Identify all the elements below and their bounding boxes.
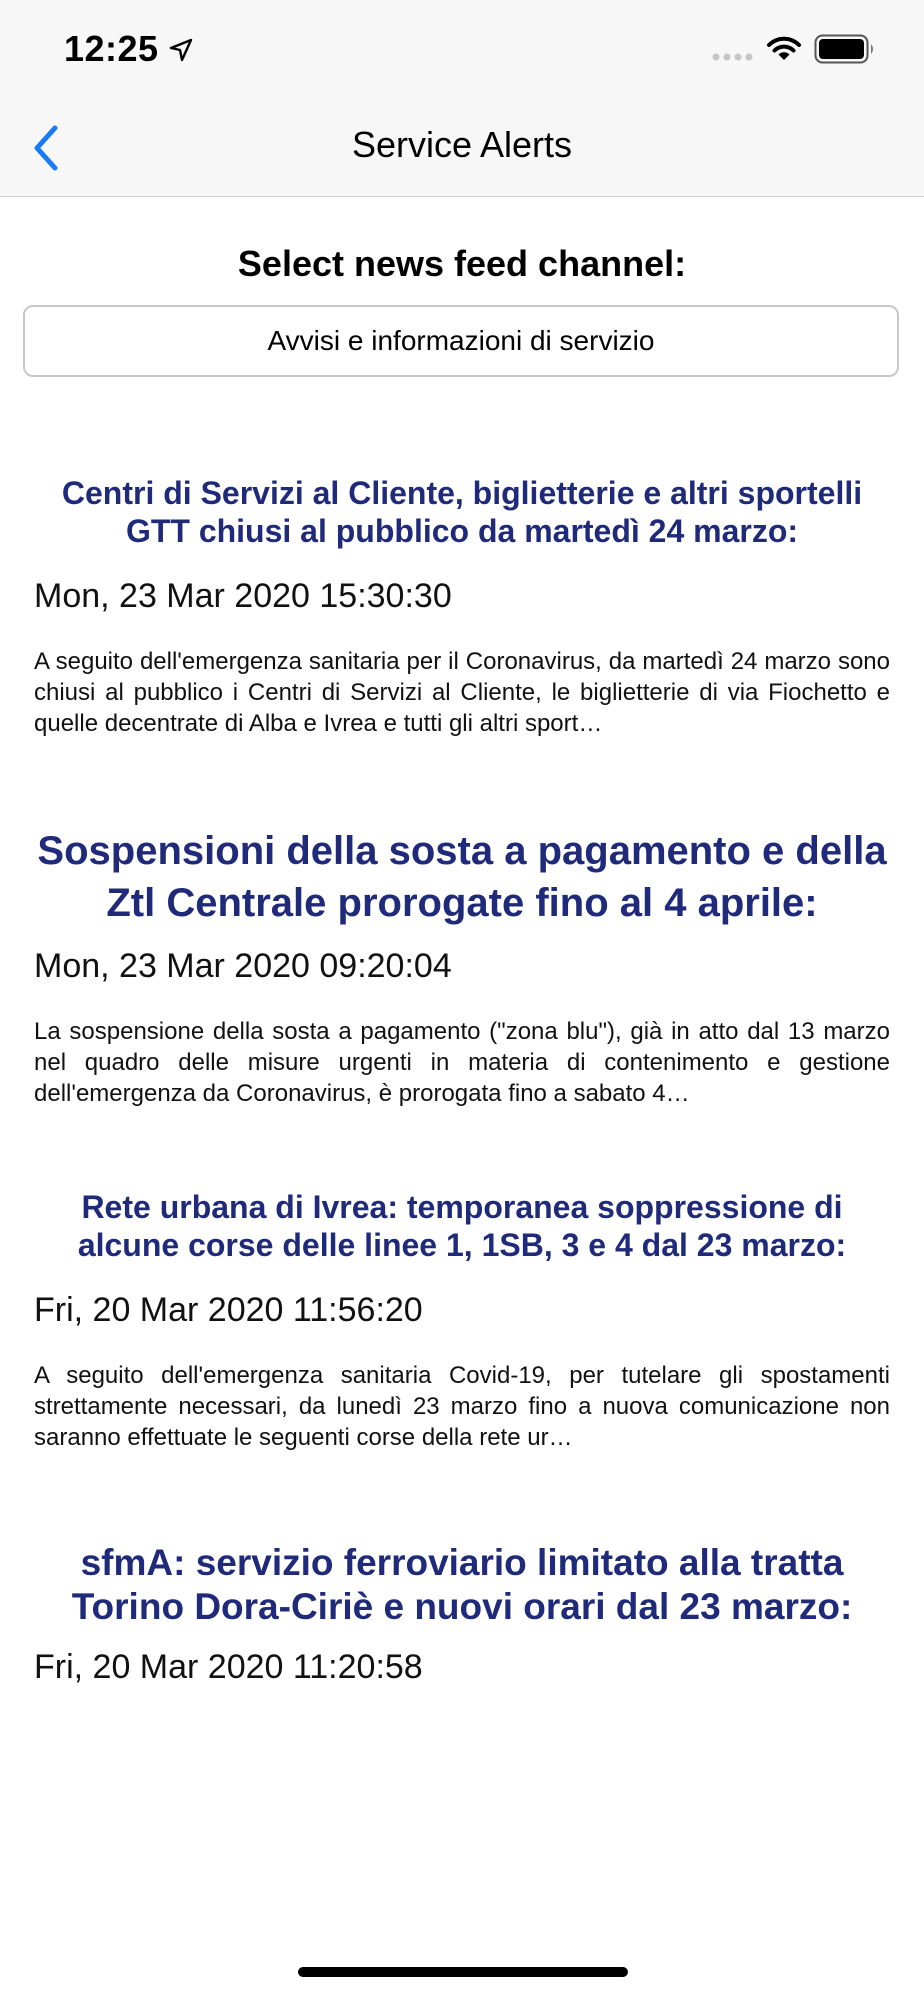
content-area[interactable] [0, 197, 924, 1957]
status-time: 12:25 [64, 28, 159, 69]
location-arrow-icon [168, 37, 194, 63]
wifi-icon [766, 34, 802, 62]
feed-item-description: La sospensione della sosta a pagamento ("zona blu"), già in atto dal 13 marzo nel quadro delle misure urgenti in materia di contenimento e gestione dell'emergenza da Coronavirus, è prorogata fino a sabato 4… [34, 1018, 890, 1107]
channel-select-value: Avvisi e informazioni di servizio [267, 325, 655, 356]
status-bar [0, 0, 924, 100]
signal-icon [712, 52, 756, 62]
feed-item-title[interactable]: Centri di Servizi al Cliente, biglietterie e altri sportelli GTT chiusi al pubblico da martedì 24 marzo: [61, 475, 863, 549]
channel-select[interactable] [23, 305, 899, 377]
feed-item[interactable] [34, 475, 890, 739]
feed-item-title[interactable]: sfmA: servizio ferroviario limitato alla tratta Torino Dora-Ciriè e nuovi orari dal 23 marzo: [71, 1542, 853, 1628]
feed-item[interactable] [34, 825, 890, 1109]
page-title: Service Alerts [351, 124, 573, 165]
channel-select-label: Select news feed channel: [237, 243, 687, 284]
feed-item-date: Mon, 23 Mar 2020 15:30:30 [34, 576, 452, 615]
navigation-bar [0, 100, 924, 197]
feed-item[interactable] [34, 1541, 890, 1687]
feed-item[interactable] [34, 1189, 890, 1453]
feed-item-title[interactable]: Rete urbana di Ivrea: temporanea soppressione di alcune corse delle linee 1, 1SB, 3 e 4 dal 23 marzo: [77, 1189, 847, 1263]
feed-item-date: Fri, 20 Mar 2020 11:56:20 [34, 1290, 423, 1329]
feed-item-description: A seguito dell'emergenza sanitaria Covid-19, per tutelare gli spostamenti strettamente necessari, da lunedì 23 marzo fino a nuova comunicazione non saranno effettuate le seguenti corse della rete ur… [34, 1361, 890, 1451]
feed-item-date: Fri, 20 Mar 2020 11:20:58 [34, 1647, 423, 1686]
battery-icon [814, 34, 876, 64]
home-indicator[interactable] [298, 1967, 628, 1977]
feed-item-title[interactable]: Sospensioni della sosta a pagamento e della Ztl Centrale prorogate fino al 4 aprile: [37, 829, 887, 925]
feed-item-description: A seguito dell'emergenza sanitaria per il Coronavirus, da martedì 24 marzo sono chiusi al pubblico i Centri di Servizi al Cliente, le biglietterie di via Fiochetto e quelle decentrate di Alba e Ivrea e tutti gli altri sport… [34, 647, 890, 737]
feed-item-date: Mon, 23 Mar 2020 09:20:04 [34, 947, 452, 985]
